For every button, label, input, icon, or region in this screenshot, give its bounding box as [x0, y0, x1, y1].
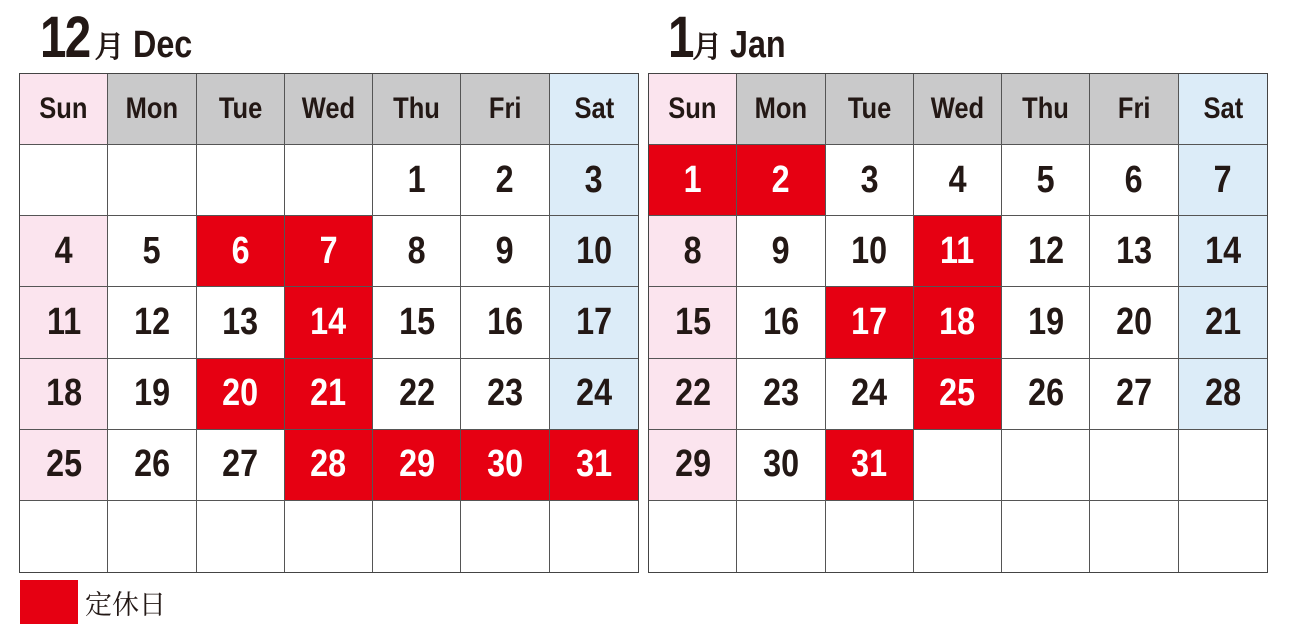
month-number: 1	[668, 5, 693, 70]
weekday-header-label: Tue	[218, 92, 262, 126]
weekday-header-mon	[108, 74, 196, 145]
day-number: 15	[674, 300, 711, 343]
day-cell	[914, 145, 1002, 216]
day-cell	[1002, 287, 1090, 358]
day-cell	[1002, 216, 1090, 287]
month-english: Dec	[132, 24, 192, 66]
empty-day-cell	[1179, 430, 1267, 501]
month-kanji: 月	[94, 30, 125, 65]
day-number: 12	[133, 300, 170, 343]
december-title	[40, 4, 202, 71]
day-number: 20	[1116, 300, 1153, 343]
day-number: 22	[674, 372, 711, 415]
day-cell	[1002, 145, 1090, 216]
day-number: 21	[1204, 300, 1241, 343]
day-cell	[20, 216, 108, 287]
day-cell	[373, 287, 461, 358]
day-cell	[1179, 359, 1267, 430]
day-number: 28	[1204, 372, 1241, 415]
day-number: 23	[762, 372, 799, 415]
empty-day-cell	[373, 501, 461, 572]
empty-day-cell	[285, 145, 373, 216]
empty-day-cell	[1090, 501, 1178, 572]
empty-day-cell	[1002, 430, 1090, 501]
day-number: 16	[487, 300, 524, 343]
day-number: 13	[1116, 229, 1153, 272]
day-number: 31	[851, 443, 888, 486]
weekday-header-thu	[1002, 74, 1090, 145]
day-cell	[197, 359, 285, 430]
day-cell	[826, 216, 914, 287]
day-number: 9	[496, 229, 515, 272]
empty-day-cell	[1179, 501, 1267, 572]
day-number: 7	[1213, 158, 1232, 201]
weekday-header-label: Wed	[930, 92, 985, 126]
empty-day-cell	[737, 501, 825, 572]
day-number: 19	[133, 372, 170, 415]
day-number: 30	[487, 443, 524, 486]
month-english: Jan	[730, 24, 786, 66]
day-number: 4	[54, 229, 73, 272]
day-cell	[550, 430, 638, 501]
day-number: 18	[939, 300, 976, 343]
day-cell	[461, 430, 549, 501]
day-cell	[1090, 216, 1178, 287]
empty-day-cell	[20, 145, 108, 216]
day-number: 29	[398, 443, 435, 486]
weekday-header-tue	[197, 74, 285, 145]
day-cell	[826, 287, 914, 358]
day-number: 26	[1027, 372, 1064, 415]
day-cell	[649, 287, 737, 358]
day-cell	[1179, 216, 1267, 287]
day-cell	[1179, 145, 1267, 216]
day-cell	[649, 145, 737, 216]
day-number: 27	[222, 443, 259, 486]
day-cell	[737, 216, 825, 287]
day-number: 7	[319, 229, 338, 272]
weekday-header-label: Fri	[1117, 92, 1151, 126]
weekday-header-label: Sat	[574, 92, 614, 126]
empty-day-cell	[914, 501, 1002, 572]
day-number: 3	[584, 158, 603, 201]
day-cell	[826, 359, 914, 430]
weekday-header-wed	[914, 74, 1002, 145]
weekday-header-label: Mon	[754, 92, 808, 126]
day-cell	[108, 216, 196, 287]
day-number: 30	[762, 443, 799, 486]
day-cell	[649, 359, 737, 430]
day-number: 19	[1027, 300, 1064, 343]
day-cell	[373, 359, 461, 430]
empty-day-cell	[550, 501, 638, 572]
day-cell	[737, 430, 825, 501]
weekday-header-sat	[1179, 74, 1267, 145]
day-cell	[914, 359, 1002, 430]
empty-day-cell	[108, 145, 196, 216]
day-cell	[20, 287, 108, 358]
day-number: 23	[487, 372, 524, 415]
day-number: 29	[674, 443, 711, 486]
weekday-header-wed	[285, 74, 373, 145]
day-number: 27	[1116, 372, 1153, 415]
day-number: 22	[398, 372, 435, 415]
weekday-header-label: Sat	[1203, 92, 1243, 126]
empty-day-cell	[197, 501, 285, 572]
day-number: 1	[683, 158, 702, 201]
day-cell	[461, 216, 549, 287]
day-cell	[373, 216, 461, 287]
day-cell	[1090, 359, 1178, 430]
day-number: 4	[948, 158, 967, 201]
day-cell	[108, 287, 196, 358]
day-number: 24	[851, 372, 888, 415]
day-cell	[1179, 287, 1267, 358]
day-cell	[737, 359, 825, 430]
day-number: 31	[575, 443, 612, 486]
weekday-header-label: Sun	[668, 92, 717, 126]
december-calendar-grid	[19, 73, 639, 573]
day-cell	[108, 430, 196, 501]
day-cell	[285, 287, 373, 358]
empty-day-cell	[914, 430, 1002, 501]
day-number: 1	[407, 158, 426, 201]
day-number: 2	[496, 158, 515, 201]
day-number: 24	[575, 372, 612, 415]
day-cell	[826, 430, 914, 501]
day-cell	[108, 359, 196, 430]
day-cell	[826, 145, 914, 216]
month-kanji: 月	[692, 30, 723, 65]
day-number: 16	[762, 300, 799, 343]
day-number: 17	[851, 300, 888, 343]
day-number: 5	[142, 229, 161, 272]
day-number: 3	[860, 158, 879, 201]
empty-day-cell	[108, 501, 196, 572]
weekday-header-label: Tue	[847, 92, 891, 126]
closed-day-swatch	[20, 580, 78, 624]
day-cell	[197, 430, 285, 501]
day-cell	[285, 430, 373, 501]
day-number: 10	[575, 229, 612, 272]
weekday-header-sun	[20, 74, 108, 145]
day-number: 12	[1027, 229, 1064, 272]
day-cell	[197, 216, 285, 287]
day-number: 5	[1036, 158, 1055, 201]
day-cell	[285, 359, 373, 430]
day-number: 28	[310, 443, 347, 486]
day-number: 26	[133, 443, 170, 486]
weekday-header-label: Mon	[125, 92, 179, 126]
january-title	[668, 4, 796, 71]
day-number: 25	[939, 372, 976, 415]
empty-day-cell	[649, 501, 737, 572]
empty-day-cell	[826, 501, 914, 572]
day-number: 17	[575, 300, 612, 343]
day-cell	[914, 216, 1002, 287]
day-number: 6	[231, 229, 250, 272]
day-cell	[20, 359, 108, 430]
day-cell	[737, 145, 825, 216]
weekday-header-sun	[649, 74, 737, 145]
weekday-header-label: Wed	[301, 92, 356, 126]
empty-day-cell	[461, 501, 549, 572]
day-number: 25	[45, 443, 82, 486]
weekday-header-sat	[550, 74, 638, 145]
day-cell	[649, 430, 737, 501]
empty-day-cell	[1090, 430, 1178, 501]
day-cell	[914, 287, 1002, 358]
day-cell	[197, 287, 285, 358]
day-number: 2	[771, 158, 790, 201]
day-number: 13	[222, 300, 259, 343]
day-cell	[461, 359, 549, 430]
day-cell	[649, 216, 737, 287]
day-cell	[550, 145, 638, 216]
day-cell	[550, 216, 638, 287]
month-number: 12	[40, 5, 90, 70]
day-number: 20	[222, 372, 259, 415]
empty-day-cell	[197, 145, 285, 216]
day-cell	[373, 145, 461, 216]
weekday-header-label: Sun	[39, 92, 88, 126]
weekday-header-fri	[1090, 74, 1178, 145]
day-cell	[461, 287, 549, 358]
day-number: 8	[407, 229, 426, 272]
day-number: 6	[1125, 158, 1144, 201]
weekday-header-label: Thu	[393, 92, 441, 126]
legend	[20, 580, 166, 624]
day-cell	[461, 145, 549, 216]
day-number: 14	[1204, 229, 1241, 272]
weekday-header-label: Thu	[1022, 92, 1070, 126]
empty-day-cell	[20, 501, 108, 572]
day-number: 8	[683, 229, 702, 272]
day-cell	[550, 359, 638, 430]
empty-day-cell	[285, 501, 373, 572]
day-cell	[20, 430, 108, 501]
weekday-header-fri	[461, 74, 549, 145]
day-number: 11	[46, 300, 81, 343]
day-cell	[737, 287, 825, 358]
day-number: 15	[398, 300, 435, 343]
day-number: 18	[45, 372, 82, 415]
day-cell	[1002, 359, 1090, 430]
day-number: 14	[310, 300, 347, 343]
day-number: 11	[940, 229, 975, 272]
january-calendar-grid	[648, 73, 1268, 573]
weekday-header-tue	[826, 74, 914, 145]
day-number: 9	[771, 229, 790, 272]
day-number: 10	[851, 229, 888, 272]
legend-label: 定休日	[85, 589, 166, 621]
day-cell	[285, 216, 373, 287]
weekday-header-thu	[373, 74, 461, 145]
weekday-header-label: Fri	[488, 92, 522, 126]
weekday-header-mon	[737, 74, 825, 145]
day-cell	[550, 287, 638, 358]
empty-day-cell	[1002, 501, 1090, 572]
day-cell	[1090, 287, 1178, 358]
day-number: 21	[310, 372, 347, 415]
day-cell	[373, 430, 461, 501]
day-cell	[1090, 145, 1178, 216]
